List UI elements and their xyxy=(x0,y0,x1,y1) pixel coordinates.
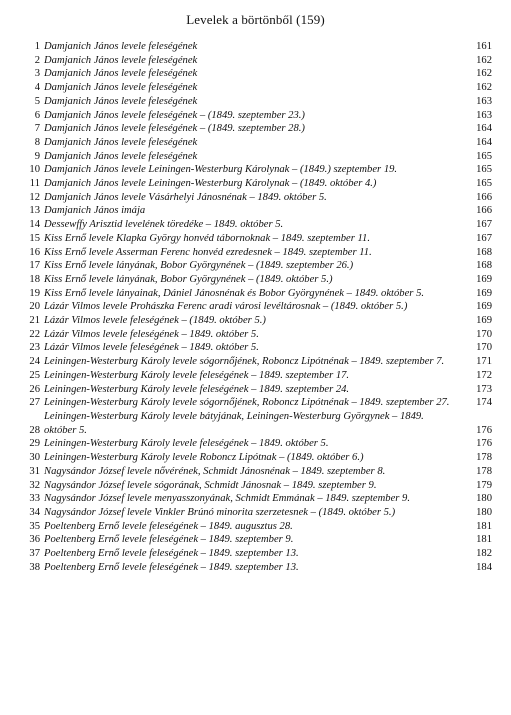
entry-title: Kiss Ernő levele lányának, Bobor Györgynének – (1849. október 5.) xyxy=(44,273,333,285)
toc-entry xyxy=(22,177,492,191)
toc-entry xyxy=(22,547,492,561)
toc-entry xyxy=(22,232,492,246)
entry-number: 37 xyxy=(29,548,40,560)
entry-title: Damjanich János levele feleségének xyxy=(44,95,198,107)
entry-number: 34 xyxy=(29,506,40,518)
toc-entry xyxy=(22,150,492,164)
entry-number: 29 xyxy=(29,438,40,450)
entry-page-number: 165 xyxy=(476,178,492,190)
toc-entry xyxy=(22,67,492,81)
entry-number: 26 xyxy=(29,383,40,395)
entry-number: 35 xyxy=(29,520,40,532)
entry-page-number: 169 xyxy=(476,287,492,299)
entry-page-number: 181 xyxy=(476,520,492,532)
entry-number: 32 xyxy=(29,479,40,491)
toc-entry xyxy=(22,314,492,328)
entry-page-number: 168 xyxy=(476,260,492,272)
entry-title: Damjanich János levele feleségének – (1849. szeptember 23.) xyxy=(44,109,305,121)
entry-page-number: 184 xyxy=(476,561,492,573)
toc-entry xyxy=(22,383,492,397)
entry-title: Lázár Vilmos levele feleségének – 1849. október 5. xyxy=(44,328,259,340)
entry-title: Damjanich János imája xyxy=(44,205,146,217)
entry-title: Damjanich János levele feleségének xyxy=(44,68,198,80)
toc-entry xyxy=(22,410,492,437)
entry-page-number: 182 xyxy=(476,548,492,560)
entry-number: 28 xyxy=(29,424,40,436)
toc-entry xyxy=(22,451,492,465)
entry-page-number: 178 xyxy=(476,465,492,477)
toc-entry xyxy=(22,40,492,54)
toc-entry xyxy=(22,396,492,410)
toc-entry xyxy=(22,81,492,95)
entry-title: Poeltenberg Ernő levele feleségének – 1849. szeptember 13. xyxy=(44,561,299,573)
entry-title: Leiningen-Westerburg Károly levele feleségének – 1849. szeptember 24. xyxy=(44,383,350,395)
entry-page-number: 173 xyxy=(476,383,492,395)
entry-page-number: 165 xyxy=(476,164,492,176)
page-title: Levelek a börtönből (159) xyxy=(186,12,325,27)
entry-page-number: 161 xyxy=(476,41,492,52)
entry-number: 25 xyxy=(29,369,40,381)
entry-number: 9 xyxy=(34,150,40,162)
entry-number: 15 xyxy=(29,232,40,244)
entry-number: 23 xyxy=(29,342,40,354)
entry-title: Damjanich János levele feleségének xyxy=(44,41,198,52)
entry-title: Lázár Vilmos levele feleségének – (1849. október 5.) xyxy=(44,315,266,327)
entry-title: Lázár Vilmos levele Prohászka Ferenc aradi városi levéltárosnak – (1849. október 5.) xyxy=(44,301,408,313)
toc-entry xyxy=(22,328,492,342)
toc-entry xyxy=(22,437,492,451)
entry-number: 6 xyxy=(34,109,40,121)
toc-entry xyxy=(22,479,492,493)
toc-entry xyxy=(22,136,492,150)
toc-entry xyxy=(22,533,492,547)
entry-title: Poeltenberg Ernő levele feleségének – 1849. augusztus 28. xyxy=(44,520,293,532)
entry-page-number: 166 xyxy=(476,205,492,217)
entry-page-number: 167 xyxy=(476,232,492,244)
toc-entry xyxy=(22,218,492,232)
entry-number: 24 xyxy=(29,356,40,368)
entry-title: Damjanich János levele Leiningen-Westerburg Károlynak – (1849.) szeptember 19. xyxy=(44,164,398,176)
entry-title: Nagysándor József levele nővérének, Schmidt Jánosnénak – 1849. szeptember 8. xyxy=(44,465,386,477)
table-of-contents xyxy=(22,40,492,574)
entry-number: 13 xyxy=(29,205,40,217)
entry-page-number: 174 xyxy=(476,397,492,409)
toc-entry xyxy=(22,506,492,520)
entry-title: Nagysándor József levele sógorának, Schmidt Jánosnak – 1849. szeptember 9. xyxy=(44,479,377,491)
entry-number: 36 xyxy=(29,534,40,546)
entry-page-number: 164 xyxy=(476,136,492,148)
entry-title: Leiningen-Westerburg Károly levele Roboncz Lipótnak – (1849. október 6.) xyxy=(44,452,364,464)
entry-title: Leiningen-Westerburg Károly levele feleségének – 1849. szeptember 17. xyxy=(44,369,350,381)
entry-number: 10 xyxy=(29,164,40,176)
entry-number: 22 xyxy=(29,328,40,340)
toc-entry xyxy=(22,355,492,369)
entry-title: Damjanich János levele feleségének xyxy=(44,150,198,162)
entry-title: Damjanich János levele Leiningen-Westerburg Károlynak – (1849. október 4.) xyxy=(44,178,377,190)
entry-title: Damjanich János levele feleségének – (1849. szeptember 28.) xyxy=(44,123,305,135)
entry-page-number: 169 xyxy=(476,301,492,313)
toc-entry xyxy=(22,561,492,575)
toc-entry xyxy=(22,54,492,68)
entry-title: Kiss Ernő levele Asserman Ferenc honvéd ezredesnek – 1849. szeptember 11. xyxy=(44,246,372,258)
entry-page-number: 176 xyxy=(476,438,492,450)
entry-number: 20 xyxy=(29,301,40,313)
toc-entry xyxy=(22,109,492,123)
entry-number: 12 xyxy=(29,191,40,203)
toc-entry xyxy=(22,204,492,218)
entry-page-number: 163 xyxy=(476,95,492,107)
entry-page-number: 181 xyxy=(476,534,492,546)
entry-page-number: 170 xyxy=(476,328,492,340)
toc-entry xyxy=(22,300,492,314)
toc-entry xyxy=(22,163,492,177)
entry-page-number: 166 xyxy=(476,191,492,203)
entry-title: Nagysándor József levele Vinkler Brúnó minorita szerzetesnek – (1849. október 5.) xyxy=(44,506,396,518)
toc-entry xyxy=(22,273,492,287)
entry-page-number: 165 xyxy=(476,150,492,162)
entry-number: 33 xyxy=(29,493,40,505)
entry-title: Damjanich János levele feleségének xyxy=(44,54,198,66)
entry-number: 14 xyxy=(29,219,40,231)
entry-page-number: 162 xyxy=(476,68,492,80)
entry-number: 3 xyxy=(34,68,40,80)
toc-entry xyxy=(22,492,492,506)
entry-page-number: 170 xyxy=(476,342,492,354)
toc-entry xyxy=(22,122,492,136)
entry-title: Leiningen-Westerburg Károly levele sógornőjének, Roboncz Lipótnénak – 1849. szeptember 27. xyxy=(44,397,450,409)
toc-entry xyxy=(22,369,492,383)
entry-number: 11 xyxy=(29,178,40,190)
entry-number: 5 xyxy=(34,95,40,107)
entry-title: Nagysándor József levele menyasszonyának, Schmidt Emmának – 1849. szeptember 9. xyxy=(44,493,411,505)
entry-title: Dessewffy Arisztid levelének töredéke – 1849. október 5. xyxy=(44,219,284,231)
entry-title: Lázár Vilmos levele feleségének – 1849. október 5. xyxy=(44,342,259,354)
entry-page-number: 168 xyxy=(476,246,492,258)
entry-page-number: 180 xyxy=(476,506,492,518)
entry-page-number: 162 xyxy=(476,54,492,66)
toc-entry xyxy=(22,520,492,534)
entry-page-number: 163 xyxy=(476,109,492,121)
entry-number: 27 xyxy=(29,397,40,409)
entry-title: Leiningen-Westerburg Károly levele sógornőjének, Roboncz Lipótnénak – 1849. szeptember 7. xyxy=(44,356,445,368)
entry-number: 8 xyxy=(34,136,40,148)
entry-title: Leiningen-Westerburg Károly levele bátyjának, Leiningen-Westerburg Györgynek – 1849. október 5. xyxy=(44,410,424,436)
entry-title: Kiss Ernő levele lányának, Bobor Györgynének – (1849. szeptember 26.) xyxy=(44,260,354,272)
toc-entry xyxy=(22,341,492,355)
entry-page-number: 172 xyxy=(476,369,492,381)
entry-number: 17 xyxy=(29,260,40,272)
entry-page-number: 171 xyxy=(476,356,492,368)
entry-number: 21 xyxy=(29,315,40,327)
toc-entry xyxy=(22,191,492,205)
entry-title: Poeltenberg Ernő levele feleségének – 1849. szeptember 13. xyxy=(44,548,299,560)
entry-number: 2 xyxy=(34,54,40,66)
entry-page-number: 162 xyxy=(476,82,492,94)
entry-page-number: 179 xyxy=(476,479,492,491)
toc-entry xyxy=(22,246,492,260)
entry-number: 7 xyxy=(34,123,40,135)
entry-title: Damjanich János levele Vásárhelyi Jánosnénak – 1849. október 5. xyxy=(44,191,327,203)
entry-title: Damjanich János levele feleségének xyxy=(44,136,198,148)
entry-page-number: 169 xyxy=(476,315,492,327)
entry-number: 16 xyxy=(29,246,40,258)
entry-title: Leiningen-Westerburg Károly levele feleségének – 1849. október 5. xyxy=(44,438,329,450)
entry-number: 38 xyxy=(29,561,40,573)
toc-entry xyxy=(22,259,492,273)
entry-number: 19 xyxy=(29,287,40,299)
entry-number: 4 xyxy=(34,82,40,94)
entry-page-number: 167 xyxy=(476,219,492,231)
entry-number: 1 xyxy=(34,41,40,52)
entry-title: Kiss Ernő levele lányainak, Dániel Jánosnénak és Bobor Györgynének – 1849. október 5. xyxy=(44,287,425,299)
entry-page-number: 169 xyxy=(476,273,492,285)
entry-title: Damjanich János levele feleségének xyxy=(44,82,198,94)
toc-entry xyxy=(22,465,492,479)
entry-number: 30 xyxy=(29,452,40,464)
toc-entry xyxy=(22,95,492,109)
entry-number: 18 xyxy=(29,273,40,285)
entry-title: Poeltenberg Ernő levele feleségének – 1849. szeptember 9. xyxy=(44,534,294,546)
entry-page-number: 178 xyxy=(476,452,492,464)
toc-entry xyxy=(22,287,492,301)
entry-title: Kiss Ernő levele Klapka György honvéd tábornoknak – 1849. szeptember 11. xyxy=(44,232,370,244)
entry-page-number: 164 xyxy=(476,123,492,135)
entry-page-number: 180 xyxy=(476,493,492,505)
entry-page-number: 176 xyxy=(476,424,492,436)
entry-number: 31 xyxy=(29,465,40,477)
